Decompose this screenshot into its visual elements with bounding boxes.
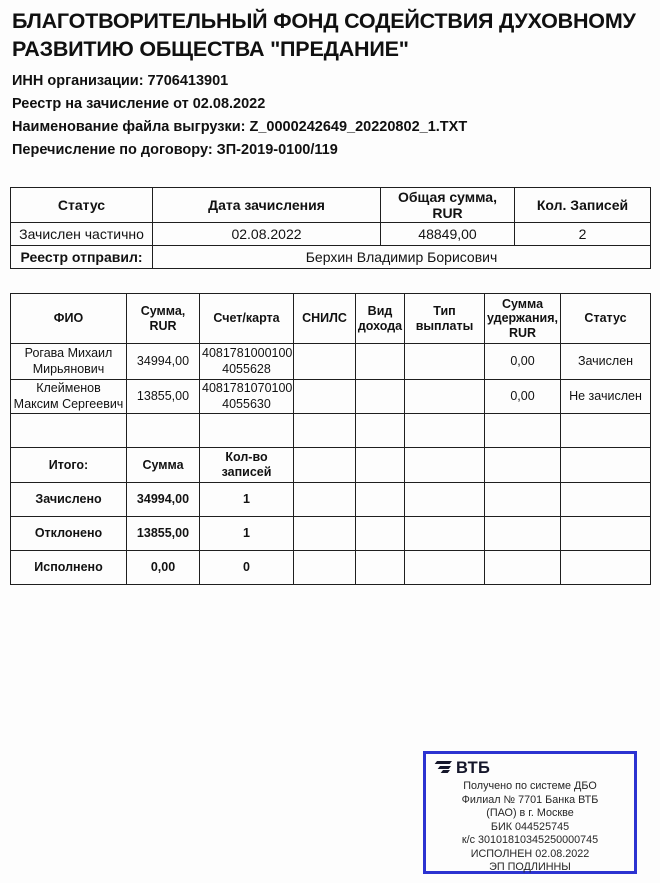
cell-withholding: 0,00 [485,380,561,414]
empty-cell [561,483,651,517]
cell-fio: Рогава Михаил Мирьянович [11,344,127,380]
sender-label: Реестр отправил: [11,246,153,269]
empty-cell [485,483,561,517]
empty-cell [294,448,356,483]
stamp-line-executed: ИСПОЛНЕН 02.08.2022 [470,847,590,860]
empty-cell [294,483,356,517]
totals-row-label: Отклонено [11,517,127,551]
totals-row-count: 0 [200,551,294,585]
empty-cell [405,483,485,517]
summary-header-status: Статус [11,188,153,223]
cell-income-kind [356,344,405,380]
summary-data-row [11,223,651,246]
totals-row-rejected [11,517,651,551]
cell-withholding: 0,00 [485,344,561,380]
cell-fio: Клейменов Максим Сергеевич [11,380,127,414]
empty-cell [356,448,405,483]
empty-cell [485,551,561,585]
vtb-logo-text: ВТБ [456,759,491,777]
empty-cell [485,517,561,551]
account-line-2: 4055628 [222,361,271,376]
meta-contract: Перечисление по договору: ЗП-2019-0100/119 [12,142,338,158]
meta-inn: ИНН организации: 7706413901 [12,73,229,89]
details-header-income-kind: Вид дохода [356,294,405,344]
details-header-status: Статус [561,294,651,344]
empty-cell [127,414,200,448]
empty-cell [11,414,127,448]
totals-row-label: Исполнено [11,551,127,585]
cell-account [200,344,294,380]
stamp-line-received: Получено по системе ДБО [463,780,597,792]
empty-cell [561,551,651,585]
totals-row-count: 1 [200,483,294,517]
cell-snils [294,344,356,380]
empty-cell [294,414,356,448]
totals-sum-label: Сумма [127,448,200,483]
account-line-1: 4081781070100 [202,381,293,396]
empty-cell [356,483,405,517]
totals-row-credited [11,483,651,517]
totals-row-executed [11,551,651,585]
summary-total: 48849,00 [381,223,515,246]
empty-cell [294,551,356,585]
totals-row-sum: 13855,00 [127,517,200,551]
stamp-line-city: (ПАО) в г. Москве [486,807,574,819]
stamp-line-branch: Филиал № 7701 Банка ВТБ [461,793,599,806]
details-table [10,293,651,585]
empty-cell [561,517,651,551]
summary-count: 2 [515,223,651,246]
summary-date: 02.08.2022 [153,223,381,246]
summary-table [10,187,651,269]
sender-value: Берхин Владимир Борисович [153,246,651,269]
empty-cell [356,414,405,448]
cell-income-kind [356,380,405,414]
totals-row-sum: 34994,00 [127,483,200,517]
totals-row-sum: 0,00 [127,551,200,585]
stamp-line-bik: БИК 044525745 [490,820,570,833]
bank-stamp [423,751,637,874]
table-row [11,344,651,380]
cell-status: Не зачислен [561,380,651,414]
empty-cell [200,414,294,448]
totals-row-count: 1 [200,517,294,551]
page-title: БЛАГОТВОРИТЕЛЬНЫЙ ФОНД СОДЕЙСТВИЯ ДУХОВНОМУ РАЗВИТИЮ ОБЩЕСТВА "ПРЕДАНИЕ" [12,9,636,61]
details-header-row [11,294,651,344]
vtb-logo [436,759,634,778]
empty-cell [405,414,485,448]
empty-cell [561,414,651,448]
empty-cell [485,448,561,483]
summary-header-total: Общая сумма, RUR [381,188,515,223]
stamp-line-signature: ЭП ПОДЛИННЫ [489,861,571,873]
cell-snils [294,380,356,414]
details-header-withholding: Сумма удержания, RUR [485,294,561,344]
vtb-stripes-icon [436,761,456,774]
empty-cell [485,414,561,448]
empty-cell [405,448,485,483]
empty-cell [294,517,356,551]
account-line-2: 4055630 [222,396,271,411]
stamp-line-corr-account: к/с 30101810345250000745 [461,834,599,846]
details-header-account: Счет/карта [200,294,294,344]
empty-cell [561,448,651,483]
details-header-amount: Сумма, RUR [127,294,200,344]
account-line-1: 4081781000100 [202,346,293,360]
empty-cell [356,517,405,551]
totals-header-row [11,448,651,483]
cell-payout-type [405,380,485,414]
totals-row-label: Зачислено [11,483,127,517]
cell-payout-type [405,344,485,380]
table-row [11,380,651,414]
details-header-payout-type: Тип выплаты [405,294,485,344]
empty-cell [356,551,405,585]
empty-cell [405,551,485,585]
details-header-fio: ФИО [11,294,127,344]
cell-amount: 34994,00 [127,344,200,380]
stamp-text-block [426,780,634,875]
meta-registry-date: Реестр на зачисление от 02.08.2022 [12,96,266,112]
cell-amount: 13855,00 [127,380,200,414]
empty-cell [405,517,485,551]
summary-header-date: Дата зачисления [153,188,381,223]
document-meta [0,70,660,162]
empty-row [11,414,651,448]
cell-account [200,380,294,414]
summary-header-count: Кол. Записей [515,188,651,223]
totals-count-label: Кол-во записей [200,448,294,483]
summary-header-row [11,188,651,223]
totals-label: Итого: [11,448,127,483]
cell-status: Зачислен [561,344,651,380]
meta-export-file: Наименование файла выгрузки: Z_0000242649_20220802_1.TXT [12,119,468,135]
details-header-snils: СНИЛС [294,294,356,344]
summary-status: Зачислен частично [11,223,153,246]
summary-sender-row [11,246,651,269]
